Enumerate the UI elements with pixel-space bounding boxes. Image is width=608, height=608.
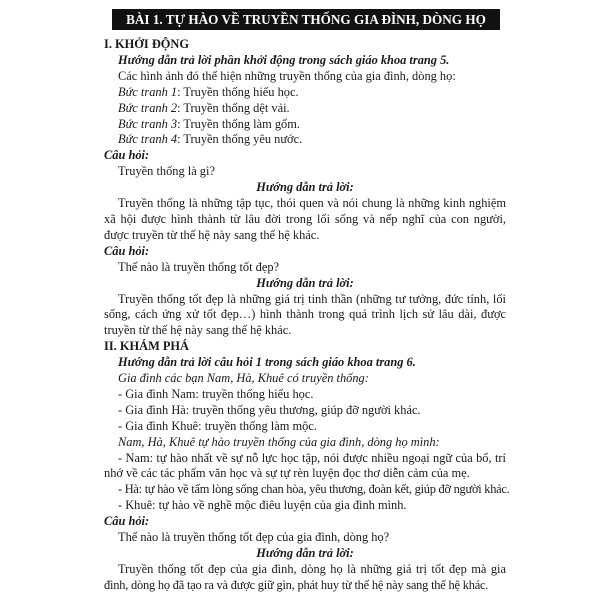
family-item: - Gia đình Hà: truyền thống yêu thương, giúp đỡ người khác. [118, 402, 421, 417]
answer-line: sống, cách ứng xử tốt đẹp…) hình thành trong quá trình lịch sử lâu dài, được [104, 307, 506, 322]
answer-line: truyền từ thế hệ này sang thế hệ khác. [104, 323, 292, 338]
answer-line: Truyền thống tốt đẹp là những giá trị tinh thần (những tư tưởng, đức tính, lối [118, 291, 506, 306]
picture-item [104, 85, 506, 101]
question-label: Câu hỏi: [104, 148, 150, 163]
answer-label: Hướng dẫn trả lời: [256, 180, 354, 195]
question-text: Truyền thống là gì? [118, 164, 215, 179]
document-body [104, 37, 510, 594]
answer-label: Hướng dẫn trả lời: [256, 275, 354, 290]
lesson-title: BÀI 1. TỰ HÀO VỀ TRUYỀN THỐNG GIA ĐÌNH, DÒNG HỌ [112, 9, 500, 30]
picture-label: Bức tranh 2 [118, 100, 178, 115]
answer-line: được truyền từ thế hệ này sang thế hệ khác. [104, 227, 320, 242]
picture-text: : Truyền thống dệt vải. [177, 100, 290, 115]
picture-text: : Truyền thống làm gốm. [177, 116, 300, 131]
picture-item [104, 101, 506, 117]
guide-note: Hướng dẫn trả lời phần khởi động trong sách giáo khoa trang 5. [118, 52, 450, 67]
picture-item [104, 117, 506, 133]
intro-text: Gia đình các bạn Nam, Hà, Khuê có truyền thống: [118, 371, 369, 386]
intro-text: Các hình ảnh đó thể hiện những truyền thống của gia đình, dòng họ: [118, 68, 456, 83]
question-label: Câu hỏi: [104, 243, 150, 258]
section-heading-khoi-dong: I. KHỞI ĐỘNG [104, 37, 190, 51]
picture-text: : Truyền thống yêu nước. [177, 132, 303, 147]
picture-item [104, 132, 506, 148]
question-text: Thế nào là truyền thống tốt đẹp? [118, 259, 280, 274]
intro-text: Nam, Hà, Khuê tự hào truyền thống của gia đình, dòng họ mình: [118, 434, 440, 449]
pride-line: nhớ về các tác phẩm văn học và sự tự rèn luyện đọc thơ diễn cảm của mẹ. [104, 466, 470, 481]
pride-line: - Nam: tự hào nhất về sự nỗ lực học tập, nói được nhiều ngoại ngữ của bố, trí [118, 450, 506, 465]
answer-line: Truyền thống là những tập tục, thói quen và nói chung là những kinh nghiệm [118, 196, 506, 211]
section-heading-kham-pha: II. KHÁM PHÁ [104, 339, 190, 354]
answer-line: xã hội được hình thành từ lâu đời trong lối sống và nếp nghĩ của con người, [104, 211, 506, 226]
picture-text: : Truyền thống hiếu học. [177, 84, 299, 99]
family-item: - Gia đình Nam: truyền thống hiếu học. [118, 386, 314, 401]
answer-line: Truyền thống tốt đẹp của gia đình, dòng họ là những giá trị tốt đẹp mà gia [118, 561, 506, 576]
pride-line: - Hà: tự hào về tấm lòng sống chan hòa, yêu thương, đoàn kết, giúp đỡ người khác. [118, 482, 510, 497]
answer-line: đình, dòng họ đã tạo ra và được giữ gìn, phát huy từ thế hệ này sang thế hệ khác. [104, 577, 489, 592]
picture-label: Bức tranh 4 [118, 132, 178, 147]
question-text: Thế nào là truyền thống tốt đẹp của gia đình, dòng họ? [118, 530, 390, 545]
guide-note: Hướng dẫn trả lời câu hỏi 1 trong sách giáo khoa trang 6. [118, 355, 416, 370]
family-item: - Gia đình Khuê: truyền thống làm mộc. [118, 418, 317, 433]
picture-label: Bức tranh 1 [118, 84, 178, 99]
picture-label: Bức tranh 3 [118, 116, 178, 131]
pride-line: - Khuê: tự hào về nghề mộc điêu luyện của gia đình mình. [118, 498, 407, 513]
question-label: Câu hỏi: [104, 514, 150, 529]
answer-label: Hướng dẫn trả lời: [256, 546, 354, 560]
